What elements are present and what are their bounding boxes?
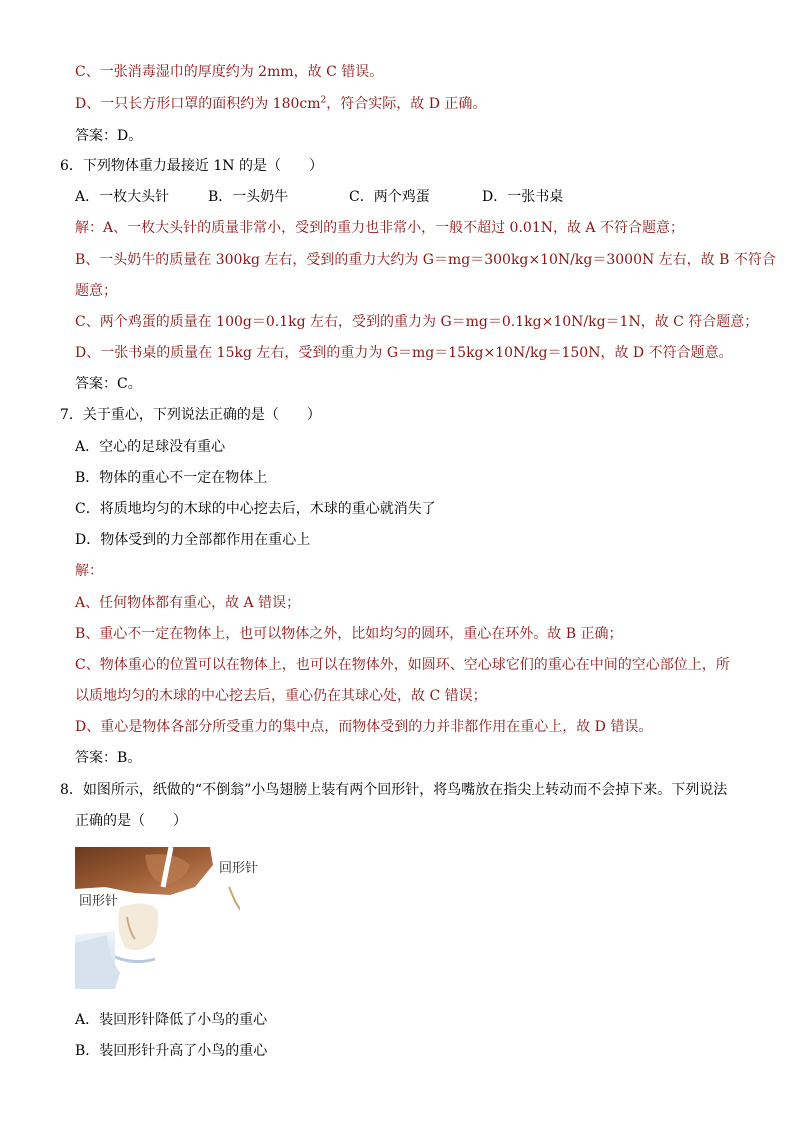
option-a: A．装回形针降低了小鸟的重心 [75,1012,268,1028]
question-6-options [75,187,563,207]
solution-line: C、物体重心的位置可以在物体上，也可以在物体外，如圆环、空心球它们的重心在中间的空心部位上，所 [75,657,730,673]
solution-line: C、一张消毒湿巾的厚度约为 2mm，故 C 错误。 [75,64,384,80]
option-c: C．两个鸡蛋 [349,189,430,205]
option-b: B．装回形针升高了小鸟的重心 [75,1043,268,1059]
question-7-stem: 7．关于重心，下列说法正确的是（ ） [60,407,321,423]
option-b: B．一头奶牛 [208,189,289,205]
superscript: 2 [320,95,327,106]
question-8-stem: 8．如图所示，纸做的“不倒翁”小鸟翅膀上装有两个回形针，将鸟嘴放在指尖上转动而不会掉下来。下列说法 [60,782,728,798]
option-a: A．一枚大头针 [75,189,170,205]
option-a: A．空心的足球没有重心 [75,439,226,455]
question-8-stem-cont: 正确的是（ ） [75,813,187,829]
solution-line: 解：A、一枚大头针的质量非常小，受到的重力也非常小，一般不超过 0.01N，故 A 不符合题意； [75,220,684,236]
answer-line: 答案：D。 [75,128,143,144]
solution-line: B、一头奶牛的质量在 300kg 左右，受到的重力大约为 G＝mg＝300kg×10N/kg＝3000N 左右，故 B 不符合 [75,252,776,268]
paperclip-label-left: 回形针 [79,894,119,909]
option-d: D．物体受到的力全部都作用在重心上 [75,532,311,548]
solution-line: C、两个鸡蛋的质量在 100g＝0.1kg 左右，受到的重力为 G＝mg＝0.1kg×10N/kg＝1N，故 C 符合题意； [75,314,759,330]
solution-line: D、一张书桌的质量在 15kg 左右，受到的重力为 G＝mg＝15kg×10N/kg＝150N，故 D 不符合题意。 [75,345,733,361]
answer-line: 答案：C。 [75,376,142,392]
photo-illustration [75,847,240,989]
solution-heading: 解： [75,563,103,579]
solution-line: 题意； [75,283,117,299]
solution-line: B、重心不一定在物体上，也可以物体之外，比如均匀的圆环，重心在环外。故 B 正确； [75,626,623,642]
solution-line: A、任何物体都有重心，故 A 错误； [75,595,301,611]
option-c: C．将质地均匀的木球的中心挖去后，木球的重心就消失了 [75,501,436,517]
solution-line: 以质地均匀的木球的中心挖去后，重心仍在其球心处，故 C 错误； [75,688,487,704]
solution-line [75,94,486,114]
solution-line: D、重心是物体各部分所受重力的集中点，而物体受到的力并非都作用在重心上，故 D 错误。 [75,719,653,735]
question-6-stem: 6．下列物体重力最接近 1N 的是（ ） [60,158,323,174]
bird-balance-photo [75,847,240,989]
paperclip-label-right: 回形针 [219,861,259,876]
answer-line: 答案：B。 [75,750,142,766]
option-b: B．物体的重心不一定在物体上 [75,470,268,486]
solution-text: ，符合实际，故 D 正确。 [326,96,487,112]
option-d: D．一张书桌 [482,189,564,205]
solution-text: D、一只长方形口罩的面积约为 180cm [75,96,321,112]
